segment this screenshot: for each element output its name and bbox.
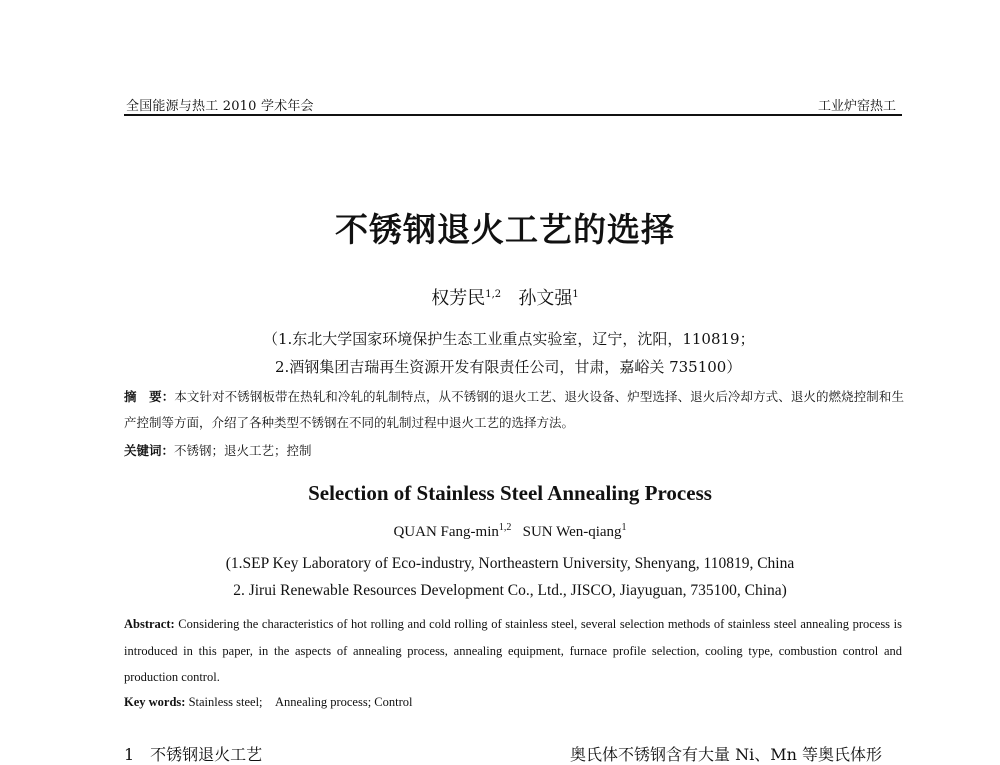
affiliation-en-1: (1.SEP Key Laboratory of Eco-industry, Northeastern University, Shenyang, 110819, China <box>225 555 795 572</box>
abstract-cn-text: 本文针对不锈钢板带在热轧和冷轧的轧制特点，从不锈钢的退火工艺、退火设备、炉型选择、退火后冷却方式、退火的燃烧控制和生产控制等方面，介绍了各种类型不锈钢在不同的轧制过程中退火工艺的选择方法。 <box>124 389 904 430</box>
affiliation-cn-1: （1.东北大学国家环境保护生态工业重点实验室，辽宁，沈阳，110819； <box>263 330 755 348</box>
header-rule <box>124 114 902 116</box>
keywords-en-label: Key words: <box>124 695 186 709</box>
running-header-conference: 全国能源与热工 2010 学术年会 <box>126 99 314 114</box>
abstract-cn <box>124 384 904 436</box>
author-2-cn-affil: 1 <box>572 289 579 300</box>
abstract-en-label: Abstract: <box>124 617 175 631</box>
author-1-cn: 权芳民 <box>431 288 486 309</box>
author-2-en: SUN Wen-qiang <box>522 524 622 540</box>
affiliation-cn-2: 2.酒钢集团吉瑞再生资源开发有限责任公司，甘肃，嘉峪关 735100） <box>275 358 742 376</box>
keywords-cn <box>124 441 312 459</box>
authors-cn <box>0 284 1000 310</box>
paper-title-cn: 不锈钢退火工艺的选择 <box>335 210 675 249</box>
paper-title-en: Selection of Stainless Steel Annealing Process <box>308 481 712 505</box>
author-2-en-affil: 1 <box>621 522 627 533</box>
author-1-en-affil: 1,2 <box>498 522 512 533</box>
author-1-cn-affil: 1,2 <box>485 289 502 300</box>
keywords-en <box>124 692 413 710</box>
abstract-en-text: Considering the characteristics of hot rolling and cold rolling of stainless steel, several selection methods of stainless steel annealing process is introduced in this paper, in the aspects of annealing process, annealing equipment, furnace profile selection, cooling type, combustion control and production control. <box>124 617 902 684</box>
section-1-heading: 1 不锈钢退火工艺 <box>124 745 263 764</box>
abstract-cn-label: 摘 要： <box>124 389 175 404</box>
running-header-section: 工业炉窑热工 <box>817 99 896 114</box>
keywords-cn-label: 关键词： <box>124 443 175 458</box>
affiliation-en-2: 2. Jirui Renewable Resources Development Co., Ltd., JISCO, Jiayuguan, 735100, China) <box>233 582 787 599</box>
author-1-en: QUAN Fang-min <box>393 524 499 540</box>
abstract-en <box>124 611 902 691</box>
right-column-text: 奥氏体不锈钢含有大量 Ni、Mn 等奥氏体形 <box>570 745 882 764</box>
keywords-cn-text: 不锈钢；退火工艺；控制 <box>174 443 312 458</box>
authors-en <box>0 522 1000 541</box>
author-2-cn: 孙文强 <box>518 288 573 309</box>
keywords-en-text: Stainless steel; Annealing process; Control <box>188 695 413 709</box>
